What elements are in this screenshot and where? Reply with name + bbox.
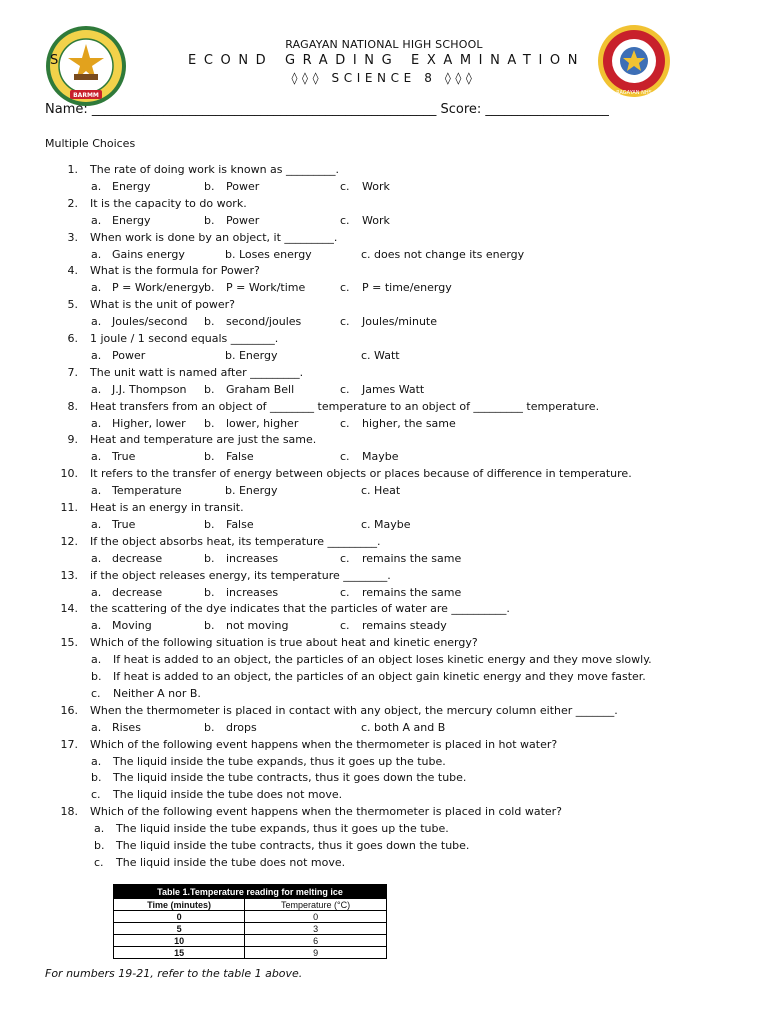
choice-letter: c.	[91, 686, 101, 700]
question-number: 2.	[67, 196, 78, 210]
choice-letter: a.	[91, 484, 102, 498]
choice-text: Gains energy	[112, 247, 185, 261]
question-number: 1.	[67, 163, 78, 176]
question-text: When the thermometer is placed in contact with any object, the mercury column either _______.	[90, 703, 618, 717]
choice-text: False	[226, 517, 254, 531]
question-number: 8.	[67, 399, 78, 413]
choice-letter: c.	[340, 382, 350, 396]
question-number: 7.	[67, 365, 78, 379]
choice-text: Power	[226, 213, 260, 227]
school-logo-text: RAGAYAN NHS	[616, 90, 652, 96]
table-header-temperature: Temperature (°C)	[245, 899, 387, 911]
choice-letter: a.	[91, 213, 102, 227]
choice-letter: a.	[91, 281, 102, 295]
choice-text: Maybe	[362, 450, 399, 464]
choice-letter: a.	[91, 382, 102, 396]
choice-letter: a.	[91, 551, 102, 565]
table-row	[114, 911, 387, 923]
choice-text: Rises	[112, 720, 141, 734]
exam-title: ECOND GRADING EXAMINATION	[188, 53, 586, 68]
choice-text: Joules/minute	[362, 315, 438, 329]
table-caption: Table 1.Temperature reading for melting ice	[114, 885, 387, 899]
choice-letter: a.	[91, 247, 102, 261]
choice-letter: b.	[204, 585, 215, 599]
question-text: Which of the following event happens when the thermometer is placed in cold water?	[90, 805, 563, 819]
choice-letter: b.	[204, 179, 215, 193]
table-cell: 5	[114, 923, 245, 935]
choice-letter: a.	[91, 720, 102, 734]
choice-text: b. Loses energy	[225, 247, 312, 261]
choice-letter: b.	[204, 382, 215, 396]
question-number: 18.	[60, 805, 78, 819]
choice-letter: a.	[91, 348, 102, 362]
choice-letter: a.	[91, 585, 102, 599]
choice-text: If heat is added to an object, the particles of an object loses kinetic energy and they move slowly.	[113, 653, 652, 667]
choice-letter: a.	[94, 822, 105, 836]
question-text: Heat transfers from an object of ________ temperature to an object of _________ temperature.	[90, 399, 600, 413]
table-note: For numbers 19-21, refer to the table 1 above.	[45, 967, 303, 980]
choice-letter: c.	[94, 855, 104, 869]
choice-text: Work	[362, 213, 390, 227]
choice-text: Energy	[112, 179, 151, 193]
choice-text: Energy	[112, 213, 151, 227]
choice-text: Work	[362, 179, 390, 193]
choice-text: Higher, lower	[112, 416, 186, 430]
choice-text: P = Work/time	[226, 281, 306, 295]
choice-text: True	[112, 450, 136, 464]
choice-text: drops	[226, 720, 257, 734]
choice-text: remains steady	[362, 619, 447, 633]
title-first-letter: S	[50, 53, 59, 68]
choice-letter: a.	[91, 653, 102, 667]
question-number: 17.	[60, 737, 78, 751]
choice-letter: c.	[91, 788, 101, 802]
choice-text: Graham Bell	[226, 382, 295, 396]
choice-letter: b.	[91, 670, 102, 683]
subject-subtitle: ◊◊◊ SCIENCE 8 ◊◊◊	[291, 71, 477, 85]
question-number: 5.	[67, 298, 78, 312]
choice-letter: c.	[340, 213, 350, 227]
choice-text: Power	[112, 348, 146, 362]
choice-letter: a.	[91, 179, 102, 193]
choice-text: c. does not change its energy	[361, 247, 525, 261]
barmm-logo-text: BARMM	[73, 92, 99, 99]
choice-text: Neither A nor B.	[113, 686, 201, 700]
choice-letter: b.	[204, 450, 215, 464]
question-text: if the object releases energy, its temperature ________.	[90, 568, 391, 582]
choice-text: higher, the same	[362, 416, 456, 430]
choice-letter: b.	[204, 281, 215, 295]
choice-text: True	[112, 517, 136, 531]
choice-text: J.J. Thompson	[112, 382, 187, 396]
question-number: 15.	[60, 636, 78, 650]
choice-letter: c.	[340, 551, 350, 565]
temperature-table	[113, 884, 387, 959]
question-number: 9.	[67, 433, 78, 447]
name-score-line: Name: _____________________________________________________ Score: ___________________	[45, 102, 609, 117]
choice-text: P = Work/energy	[112, 281, 205, 295]
question-text: Which of the following event happens when the thermometer is placed in hot water?	[90, 737, 558, 751]
choice-text: Power	[226, 179, 260, 193]
table-cell: 10	[114, 935, 245, 947]
choice-text: James Watt	[362, 382, 425, 396]
choice-letter: a.	[91, 416, 102, 430]
choice-text: increases	[226, 551, 279, 565]
question-text: Which of the following situation is true about heat and kinetic energy?	[90, 636, 478, 650]
choice-text: The liquid inside the tube contracts, thus it goes down the tube.	[116, 839, 470, 852]
choice-text: remains the same	[362, 585, 462, 599]
question-text: What is the formula for Power?	[90, 264, 260, 278]
choice-text: not moving	[226, 619, 289, 633]
choice-letter: b.	[204, 213, 215, 227]
choice-letter: b.	[204, 416, 215, 430]
question-text: What is the unit of power?	[90, 298, 235, 312]
choice-letter: c.	[340, 315, 350, 329]
choice-letter: c.	[340, 619, 350, 633]
question-text: It refers to the transfer of energy between objects or places because of difference in temperature.	[90, 467, 632, 481]
table-row	[114, 935, 387, 947]
question-number: 16.	[60, 703, 78, 717]
choice-letter: a.	[91, 754, 102, 768]
choice-text: Joules/second	[112, 315, 188, 329]
choice-text: remains the same	[362, 551, 462, 565]
table-header-time: Time (minutes)	[114, 899, 245, 911]
choice-letter: b.	[204, 619, 215, 633]
choice-letter: c.	[340, 585, 350, 599]
choice-text: The liquid inside the tube expands, thus it goes up the tube.	[116, 822, 449, 836]
choice-text: second/joules	[226, 315, 302, 329]
choice-letter: a.	[91, 450, 102, 464]
choice-letter: b.	[204, 720, 215, 734]
choice-text: c. Heat	[361, 484, 401, 498]
choice-letter: a.	[91, 517, 102, 531]
choice-text: c. Maybe	[361, 517, 411, 531]
choice-text: The liquid inside the tube expands, thus it goes up the tube.	[113, 754, 446, 768]
question-text: The unit watt is named after _________.	[90, 365, 304, 379]
section-title: Multiple Choices	[45, 137, 136, 150]
choice-letter: b.	[204, 315, 215, 329]
table-cell: 0	[245, 911, 387, 923]
choice-letter: a.	[91, 619, 102, 633]
choice-text: b. Energy	[225, 484, 278, 498]
question-number: 12.	[60, 534, 78, 548]
choice-letter: c.	[340, 450, 350, 464]
choice-text: b. Energy	[225, 348, 278, 362]
choice-text: decrease	[112, 585, 163, 599]
question-text: the scattering of the dye indicates that the particles of water are __________.	[90, 602, 510, 616]
choice-text: increases	[226, 585, 279, 599]
table-cell: 15	[114, 947, 245, 959]
question-text: Heat and temperature are just the same.	[90, 433, 317, 447]
question-text: The rate of doing work is known as _________.	[90, 163, 340, 176]
choice-letter: b.	[204, 517, 215, 531]
table-row	[114, 923, 387, 935]
table-cell: 0	[114, 911, 245, 923]
choice-letter: a.	[91, 315, 102, 329]
question-number: 11.	[60, 501, 78, 514]
choice-letter: c.	[340, 179, 350, 193]
choice-text: c. Watt	[361, 348, 400, 362]
table-cell: 9	[245, 947, 387, 959]
choice-text: P = time/energy	[362, 281, 452, 295]
choice-text: decrease	[112, 551, 163, 565]
choice-text: lower, higher	[226, 416, 299, 430]
question-number: 13.	[60, 568, 78, 582]
question-text: Heat is an energy in transit.	[90, 501, 244, 514]
table-cell: 6	[245, 935, 387, 947]
choice-text: False	[226, 450, 254, 464]
question-number: 6.	[67, 332, 78, 345]
choice-text: The liquid inside the tube does not move.	[113, 788, 343, 802]
choice-text: c. both A and B	[361, 720, 446, 734]
question-number: 4.	[67, 264, 78, 278]
choice-letter: c.	[340, 416, 350, 430]
question-text: If the object absorbs heat, its temperature _________.	[90, 534, 381, 548]
choice-text: If heat is added to an object, the particles of an object gain kinetic energy and they move faster.	[113, 670, 646, 683]
school-name: RAGAYAN NATIONAL HIGH SCHOOL	[285, 38, 483, 51]
choice-letter: c.	[340, 281, 350, 295]
question-number: 3.	[67, 230, 78, 244]
school-seal-logo	[596, 24, 672, 98]
question-text: 1 joule / 1 second equals ________.	[90, 332, 279, 345]
question-number: 10.	[60, 467, 78, 481]
choice-text: Temperature	[112, 484, 182, 498]
table-cell: 3	[245, 923, 387, 935]
choice-text: Moving	[112, 619, 152, 633]
choice-letter: b.	[91, 771, 102, 785]
question-text: When work is done by an object, it _________.	[90, 230, 338, 244]
choice-letter: b.	[204, 551, 215, 565]
question-number: 14.	[60, 602, 78, 616]
question-text: It is the capacity to do work.	[90, 196, 247, 210]
choice-letter: b.	[94, 839, 105, 852]
choice-text: The liquid inside the tube does not move.	[116, 855, 346, 869]
choice-text: The liquid inside the tube contracts, thus it goes down the tube.	[113, 771, 467, 785]
table-row	[114, 947, 387, 959]
